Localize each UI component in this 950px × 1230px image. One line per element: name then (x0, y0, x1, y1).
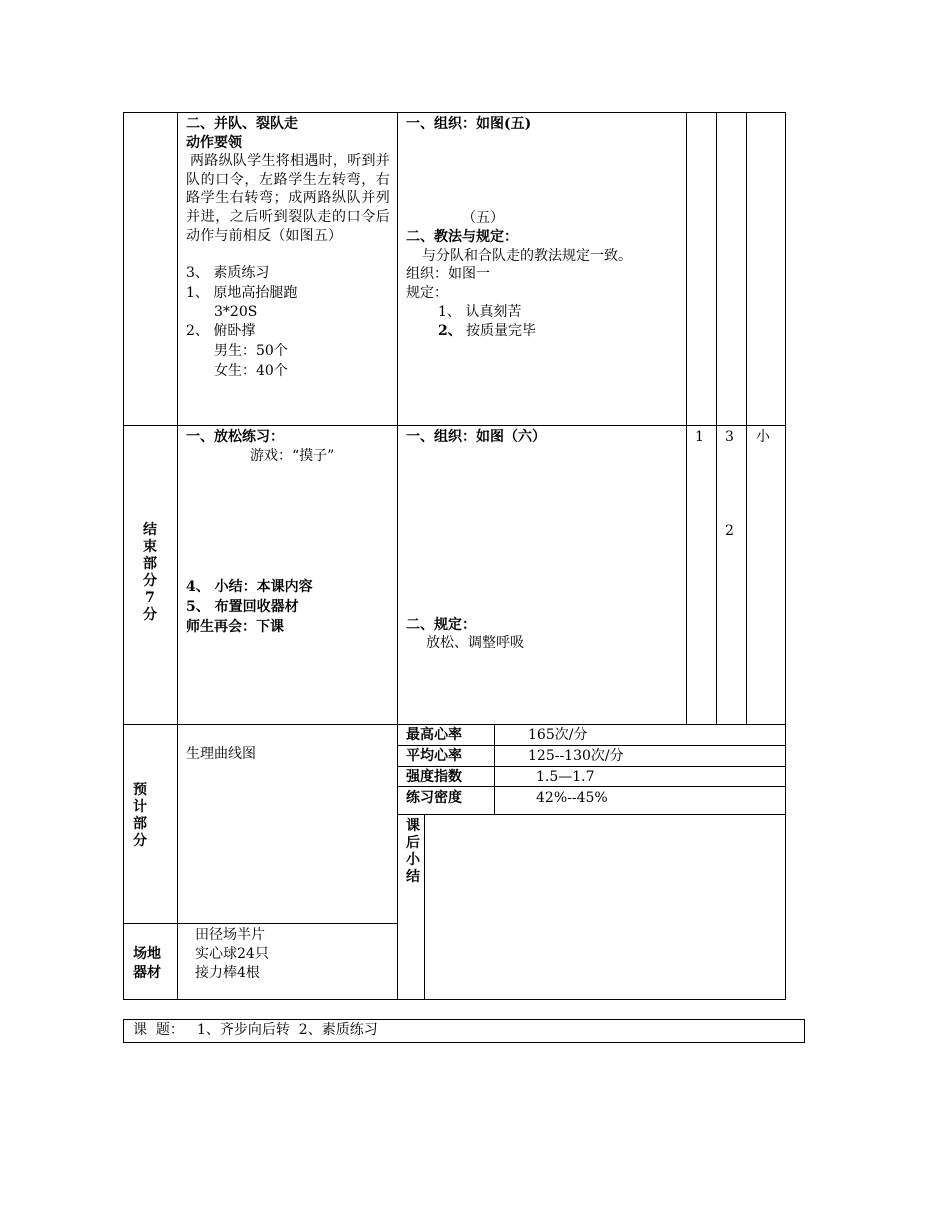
closing-rules-heading: 二、规定： (406, 617, 476, 633)
method-heading: 二、教法与规定： (406, 229, 518, 245)
equipment-item: 接力棒4根 (195, 965, 260, 981)
rule-1: 1、 认真刻苦 (438, 304, 522, 320)
equipment-item: 田径场半片 (195, 927, 265, 943)
relax-heading: 一、放松练习： (186, 429, 284, 445)
drill-item-1-detail: 3*20S (214, 304, 258, 320)
rules-label: 规定： (406, 285, 448, 301)
col-divider (686, 112, 687, 724)
drill-heading: 二、并队、裂队走 (186, 116, 298, 132)
stat-label-avg-hr: 平均心率 (406, 748, 462, 764)
stat-label-density: 练习密度 (406, 790, 462, 806)
summary-col-divider (424, 814, 425, 999)
closing-section-label: 结 束 部 分 7 分 (143, 522, 157, 623)
drill-male-count: 男生：50个 (214, 343, 288, 359)
table-border-left (123, 112, 124, 1000)
stat-label-max-hr: 最高心率 (406, 727, 462, 743)
stats-divider (397, 745, 786, 746)
col-divider (716, 112, 717, 724)
after-class-summary-label: 课 后 小 结 (406, 818, 420, 885)
figure-caption: （五） (462, 210, 504, 226)
drill-item-2: 2、 俯卧撑 (186, 323, 256, 339)
drill-subheading: 动作要领 (186, 135, 242, 151)
lesson-topic-label: 课 题： (133, 1022, 184, 1038)
rule-2-text: 按质量完毕 (466, 323, 536, 339)
col-divider (746, 112, 747, 724)
lesson-topic-text: 1、齐步向后转 2、素质练习 (197, 1022, 378, 1038)
physiology-curve-label: 生理曲线图 (186, 746, 256, 762)
table-border-right (785, 112, 786, 1000)
row-divider (123, 724, 786, 725)
stats-divider (397, 766, 786, 767)
closing-organization-heading: 一、组织：如图（六） (406, 429, 546, 445)
drill-item-1: 1、 原地高抬腿跑 (186, 285, 298, 301)
summary-item-4: 4、 小结：本课内容 (186, 579, 313, 595)
farewell-text: 师生再会：下课 (186, 619, 284, 635)
lesson-topic-box (123, 1019, 805, 1043)
organization-heading: 一、组织：如图(五) (406, 116, 532, 132)
method-text: 与分队和合队走的教法规定一致。 (422, 248, 632, 264)
stat-value-avg-hr: 125--130次/分 (528, 748, 624, 764)
organization-note: 组织：如图一 (406, 266, 490, 282)
col-divider (397, 112, 398, 1000)
stat-label-intensity: 强度指数 (406, 769, 462, 785)
table-border-bottom (123, 999, 786, 1000)
relax-game: 游戏：“摸子” (250, 448, 335, 464)
equipment-label-line1: 场地 (133, 946, 161, 962)
summary-item-5: 5、 布置回收器材 (186, 599, 299, 615)
drill-description: 两路纵队学生将相遇时，听到并队的口令，左路学生左转弯，右路学生右转弯；成两路纵队并列并进，之后听到裂队走的口令后动作与前相反（如图五） (186, 153, 390, 244)
forecast-section-label: 预 计 部 分 (133, 782, 147, 849)
intensity-value: 小 (756, 429, 770, 445)
stats-col-divider (494, 724, 495, 814)
drill-female-count: 女生：40个 (214, 363, 288, 379)
stat-value-density: 42%--45% (536, 790, 608, 806)
time-value-bottom: 2 (725, 523, 734, 539)
drill-item-3: 3、 素质练习 (186, 265, 270, 281)
col-divider (177, 112, 178, 1000)
equipment-item: 实心球24只 (195, 946, 269, 962)
stat-value-intensity: 1.5—1.7 (536, 769, 595, 785)
count-value: 1 (695, 429, 704, 445)
row-divider (123, 923, 397, 924)
rule-2-number: 2、 (438, 323, 462, 339)
time-value-top: 3 (725, 429, 734, 445)
stat-value-max-hr: 165次/分 (528, 727, 588, 743)
stats-divider (397, 814, 786, 815)
equipment-label-line2: 器材 (133, 965, 161, 981)
closing-rules-text: 放松、调整呼吸 (426, 635, 524, 651)
